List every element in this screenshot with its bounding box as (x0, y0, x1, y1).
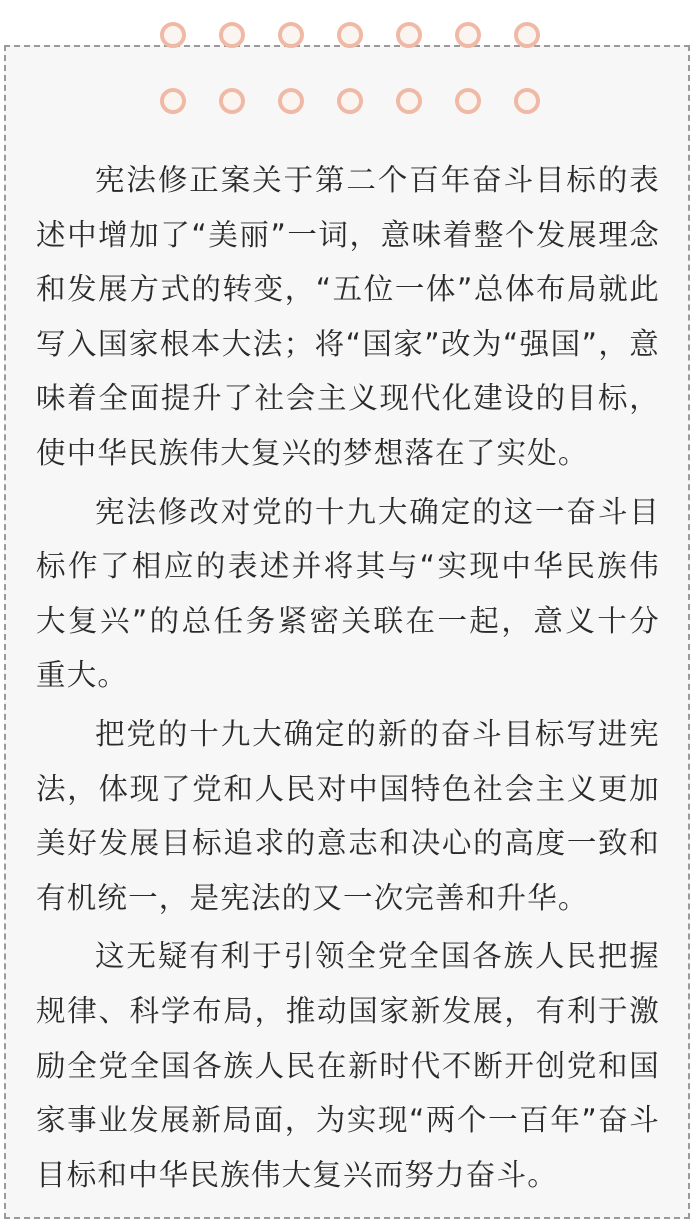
binding-rings-top (160, 22, 540, 50)
paragraph: 把党的十九大确定的新的奋斗目标写进宪法，体现了党和人民对中国特色社会主义更加美好发展目标追求的意志和决心的高度一致和有机统一，是宪法的又一次完善和升华。 (36, 716, 660, 915)
binding-ring (337, 88, 363, 114)
binding-ring (455, 22, 481, 48)
paragraph: 这无疑有利于引领全党全国各族人民把握规律、科学布局，推动国家新发展，有利于激励全党全国各族人民在新时代不断开创党和国家事业发展新局面，为实现“两个一百年”奋斗目标和中华民族伟大复兴而努力奋斗。 (36, 939, 660, 1192)
binding-ring (160, 22, 186, 48)
binding-rings-bottom (160, 88, 540, 116)
binding-ring (337, 22, 363, 48)
binding-ring (455, 88, 481, 114)
binding-ring (219, 88, 245, 114)
paragraph: 宪法修正案关于第二个百年奋斗目标的表述中增加了“美丽”一词，意味着整个发展理念和发展方式的转变，“五位一体”总体布局就此写入国家根本大法；将“国家”改为“强国”，意味着全面提升了社会主义现代化建设的目标，使中华民族伟大复兴的梦想落在了实处。 (36, 163, 660, 470)
binding-ring (278, 88, 304, 114)
binding-ring (219, 22, 245, 48)
paragraph: 宪法修改对党的十九大确定的这一奋斗目标作了相应的表述并将其与“实现中华民族伟大复兴”的总任务紧密关联在一起，意义十分重大。 (36, 494, 660, 693)
article-body (36, 153, 660, 1206)
binding-ring (514, 88, 540, 114)
binding-ring (514, 22, 540, 48)
binding-ring (160, 88, 186, 114)
binding-ring (396, 22, 422, 48)
binding-ring (396, 88, 422, 114)
binding-ring (278, 22, 304, 48)
